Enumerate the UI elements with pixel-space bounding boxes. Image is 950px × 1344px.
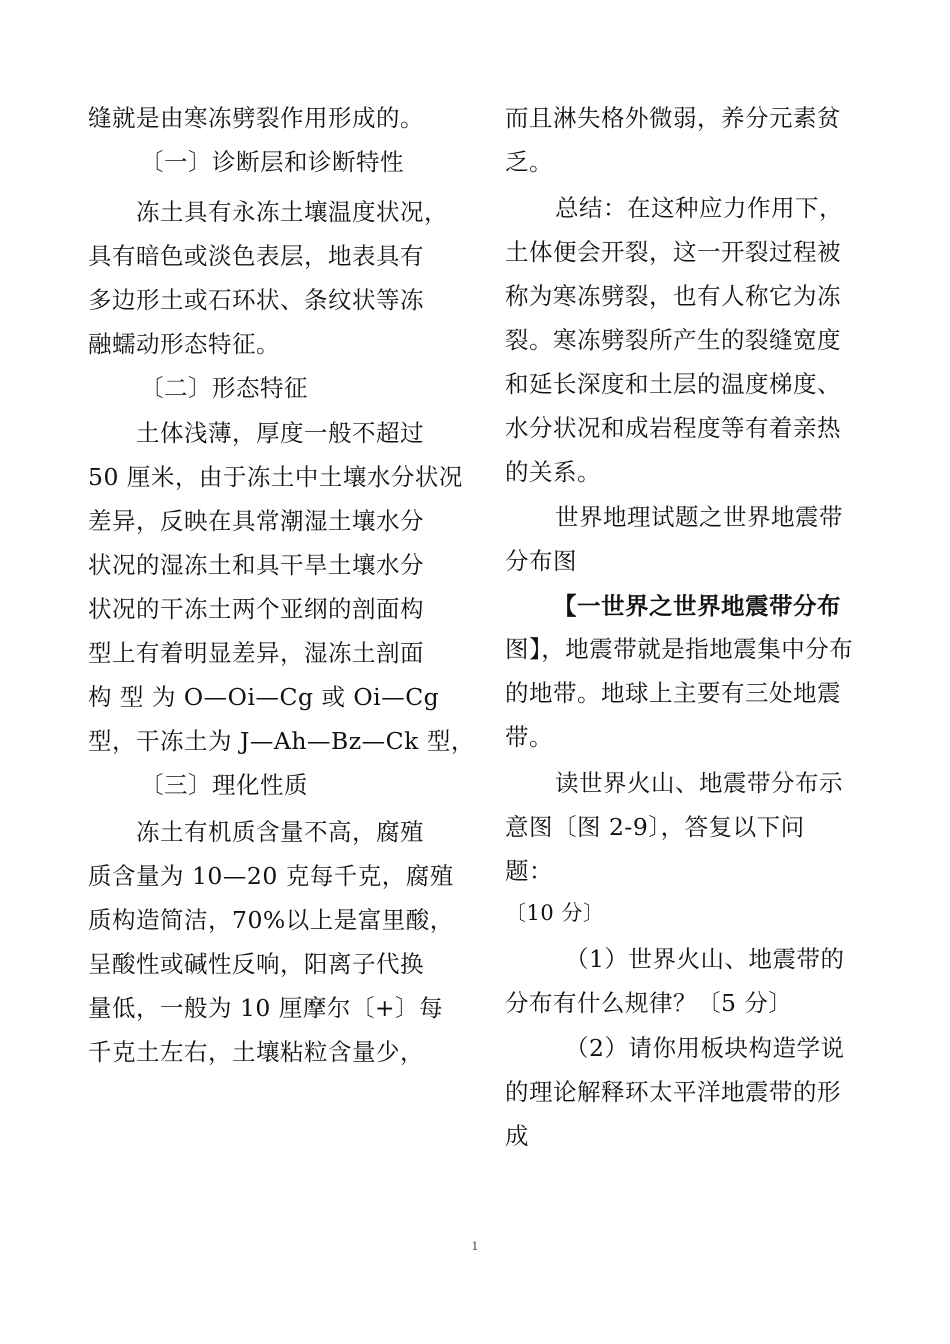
text-line: 土体浅薄，厚度一般不超过 — [136, 419, 424, 447]
text-line: 带。 — [505, 723, 553, 751]
text-line: 差异，反映在具常潮湿土壤水分 — [88, 507, 424, 535]
text-line: 呈酸性或碱性反响，阳离子代换 — [88, 950, 424, 978]
text-line: 型上有着明显差异，湿冻土剖面 — [88, 639, 424, 667]
text-line: 意图〔图 2-9〕，答复以下问 — [505, 813, 805, 841]
text-line: 缝就是由寒冻劈裂作用形成的。 — [88, 104, 424, 132]
text-line: 读世界火山、地震带分布示 — [555, 769, 843, 797]
text-line: （2）请你用板块构造学说 — [565, 1034, 845, 1062]
text-line: 量低，一般为 10 厘摩尔〔+〕每 — [88, 994, 444, 1022]
text-line: 的地带。地球上主要有三处地震 — [505, 679, 841, 707]
text-line: 构 型 为 O—Oi—Cg 或 Oi—Cg — [88, 683, 440, 711]
text-line: 和延长深度和土层的温度梯度、 — [505, 370, 841, 398]
section-heading: 〔一〕诊断层和诊断特性 — [140, 148, 404, 176]
text-line: 质含量为 10—20 克每千克，腐殖 — [88, 862, 454, 890]
text-line: （1）世界火山、地震带的 — [565, 945, 845, 973]
section-heading: 〔二〕形态特征 — [140, 374, 308, 402]
section-heading: 分布图 — [505, 547, 577, 575]
text-line: 水分状况和成岩程度等有着亲热 — [505, 414, 841, 442]
text-line: 称为寒冻劈裂，也有人称它为冻 — [505, 282, 841, 310]
text-line: 裂。寒冻劈裂所产生的裂缝宽度 — [505, 326, 841, 354]
text-line: 成 — [505, 1122, 529, 1150]
text-line: 状况的湿冻土和具干旱土壤水分 — [88, 551, 424, 579]
text-line: 50 厘米，由于冻土中土壤水分状况 — [88, 463, 463, 491]
text-line: 状况的干冻土两个亚纲的剖面构 — [88, 595, 424, 623]
text-line: 而且淋失格外微弱，养分元素贫 — [505, 104, 841, 132]
page-number: 1 — [471, 1240, 479, 1253]
text-line: 质构造简洁，70%以上是富里酸， — [88, 906, 454, 934]
text-line: 分布有什么规律？〔5 分〕 — [505, 989, 793, 1017]
text-line: 融蠕动形态特征。 — [88, 330, 280, 358]
text-line: 冻土具有永冻土壤温度状况， — [136, 198, 448, 226]
text-line: 乏。 — [505, 148, 553, 176]
text-line: 题： — [505, 857, 553, 885]
text-line: 的关系。 — [505, 458, 601, 486]
text-line: 〔10 分〕 — [505, 901, 605, 925]
text-line: 土体便会开裂，这一开裂过程被 — [505, 238, 841, 266]
section-heading: 〔三〕理化性质 — [140, 771, 308, 799]
text-line: 【一世界之世界地震带分布 — [553, 592, 841, 620]
text-line: 冻土有机质含量不高，腐殖 — [136, 818, 424, 846]
text-line: 的理论解释环太平洋地震带的形 — [505, 1078, 841, 1106]
text-line: 具有暗色或淡色表层，地表具有 — [88, 242, 424, 270]
text-line: 图】，地震带就是指地震集中分布 — [505, 635, 854, 663]
section-heading: 世界地理试题之世界地震带 — [555, 503, 843, 531]
text-line: 千克土左右，土壤粘粒含量少， — [88, 1038, 424, 1066]
text-line: 型，干冻土为 J—Ah—Bz—Ck 型， — [88, 727, 475, 755]
text-line: 多边形土或石环状、条纹状等冻 — [88, 286, 424, 314]
text-line: 总结：在这种应力作用下， — [555, 194, 843, 222]
